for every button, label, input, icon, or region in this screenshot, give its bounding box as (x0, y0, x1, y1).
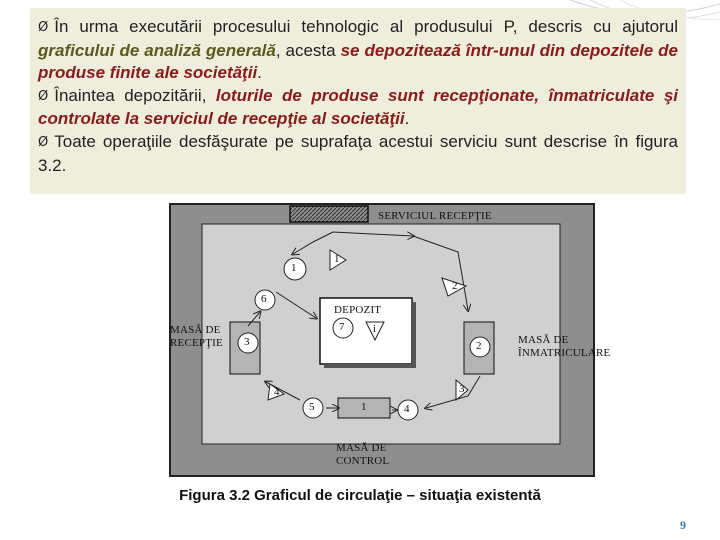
label-right-station: MASĂ DE ÎNMATRICULARE (518, 334, 611, 359)
paragraph-3: Ø Toate operaţiile desfăşurate pe suprafaţa acestui serviciu sunt descrise în figura 3.2. (38, 131, 678, 175)
node-label-3: 3 (244, 336, 250, 348)
arrow-label-3: 3 (459, 383, 465, 395)
bullet-arrow-icon: Ø (38, 134, 49, 150)
reception-door (290, 206, 368, 222)
node-label-5: 5 (309, 401, 315, 413)
paragraph-2: Ø Înaintea depozitării, loturile de produse sunt recepţionate, înmatriculate şi controlate la serviciul de recepţie al societăţii. (38, 85, 679, 129)
control-table-label: 1 (361, 401, 367, 413)
text-panel (30, 8, 686, 194)
node-label-4: 4 (404, 403, 410, 415)
node-label-1: 1 (291, 262, 297, 274)
arrow-label-i: i (373, 323, 377, 335)
figure-caption: Figura 3.2 Graficul de circulaţie – situaţia existentă (179, 487, 541, 504)
node-label-7: 7 (339, 321, 345, 333)
label-reception-service: SERVICIUL RECEPŢIE (378, 210, 492, 222)
paragraph-1: Ø În urma executării procesului tehnologic al produsului P, descris cu ajutorul graficului de analiză generală, acesta se depozitează într-unul din depozitele de produse finite ale societăţii. (38, 17, 678, 83)
arrow-label-1: 1 (334, 253, 340, 265)
page-number: 9 (680, 518, 686, 532)
arrow-label-2: 2 (452, 280, 458, 292)
node-label-6: 6 (261, 293, 267, 305)
bullet-arrow-icon: Ø (38, 20, 49, 35)
label-depozit: DEPOZIT (334, 304, 382, 316)
flow-diagram (168, 200, 618, 480)
node-label-2: 2 (476, 340, 482, 352)
arrow-label-4: 4 (274, 386, 280, 398)
label-bottom-station: MASĂ DE CONTROL (336, 442, 390, 467)
label-left-station: MASĂ DE RECEPŢIE (170, 324, 223, 349)
bullet-arrow-icon: Ø (38, 88, 49, 104)
